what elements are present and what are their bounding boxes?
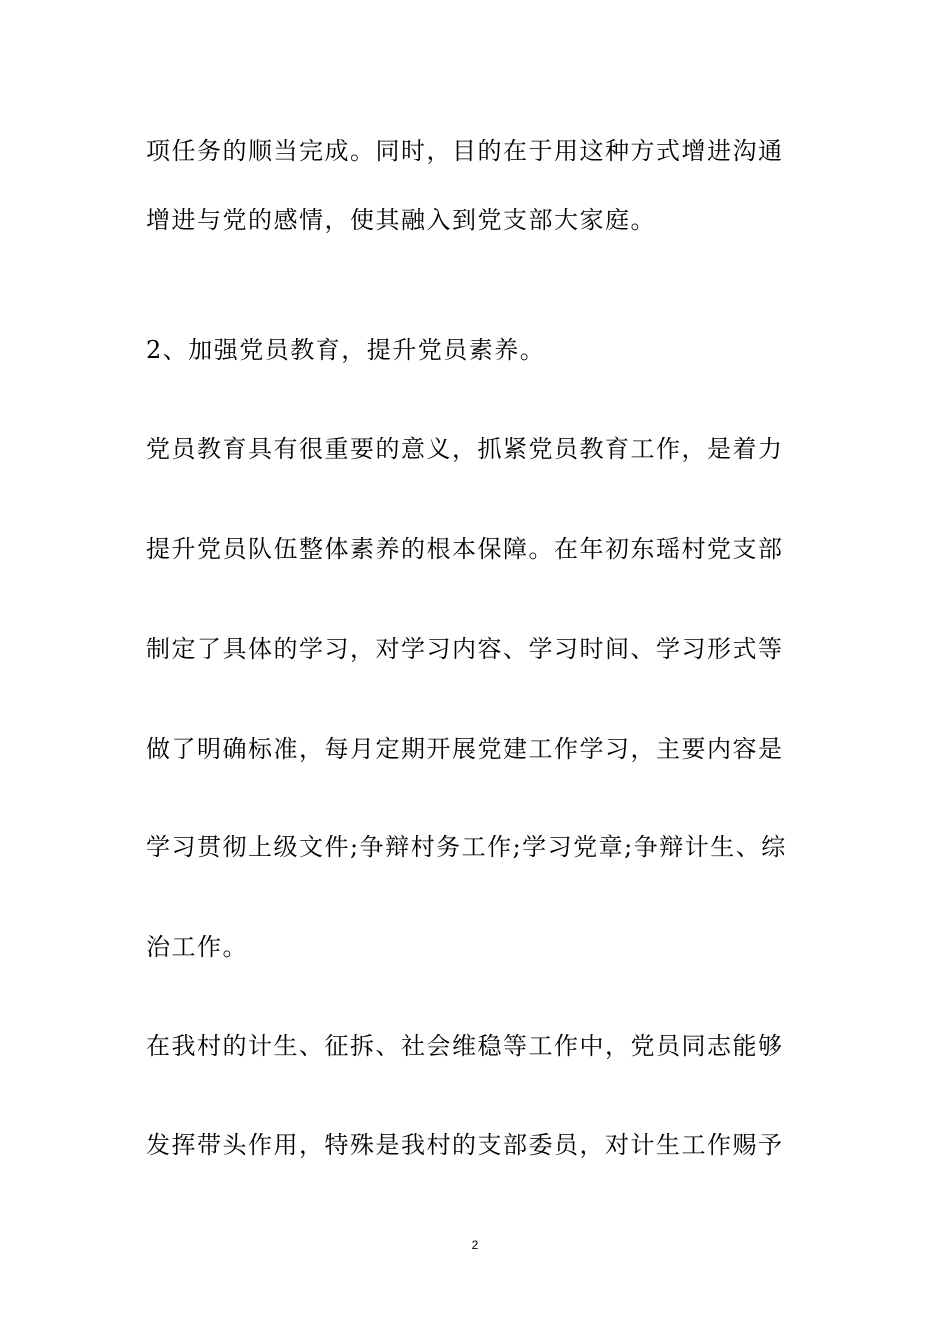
text-line: 学习贯彻上级文件;争辩村务工作;学习党章;争辩计生、综 — [146, 833, 787, 861]
text-line: 做了明确标准，每月定期开展党建工作学习，主要内容是 — [146, 735, 784, 763]
text-line: 治工作。 — [146, 933, 248, 961]
text-line: 项任务的顺当完成。同时，目的在于用这种方式增进沟通 — [146, 137, 784, 165]
text-line: 党员教育具有很重要的意义，抓紧党员教育工作，是着力 — [146, 435, 784, 463]
text-line: 增进与党的感情，使其融入到党支部大家庭。 — [146, 206, 656, 234]
text-line: 提升党员队伍整体素养的根本保障。在年初东瑶村党支部 — [146, 535, 784, 563]
text-line: 在我村的计生、征拆、社会维稳等工作中，党员同志能够 — [146, 1032, 784, 1060]
text-line: 发挥带头作用，特殊是我村的支部委员，对计生工作赐予 — [146, 1131, 784, 1159]
section-heading: 2、加强党员教育，提升党员素养。 — [146, 336, 546, 364]
text-line: 制定了具体的学习，对学习内容、学习时间、学习形式等 — [146, 635, 784, 663]
page-number: 2 — [471, 1238, 479, 1252]
